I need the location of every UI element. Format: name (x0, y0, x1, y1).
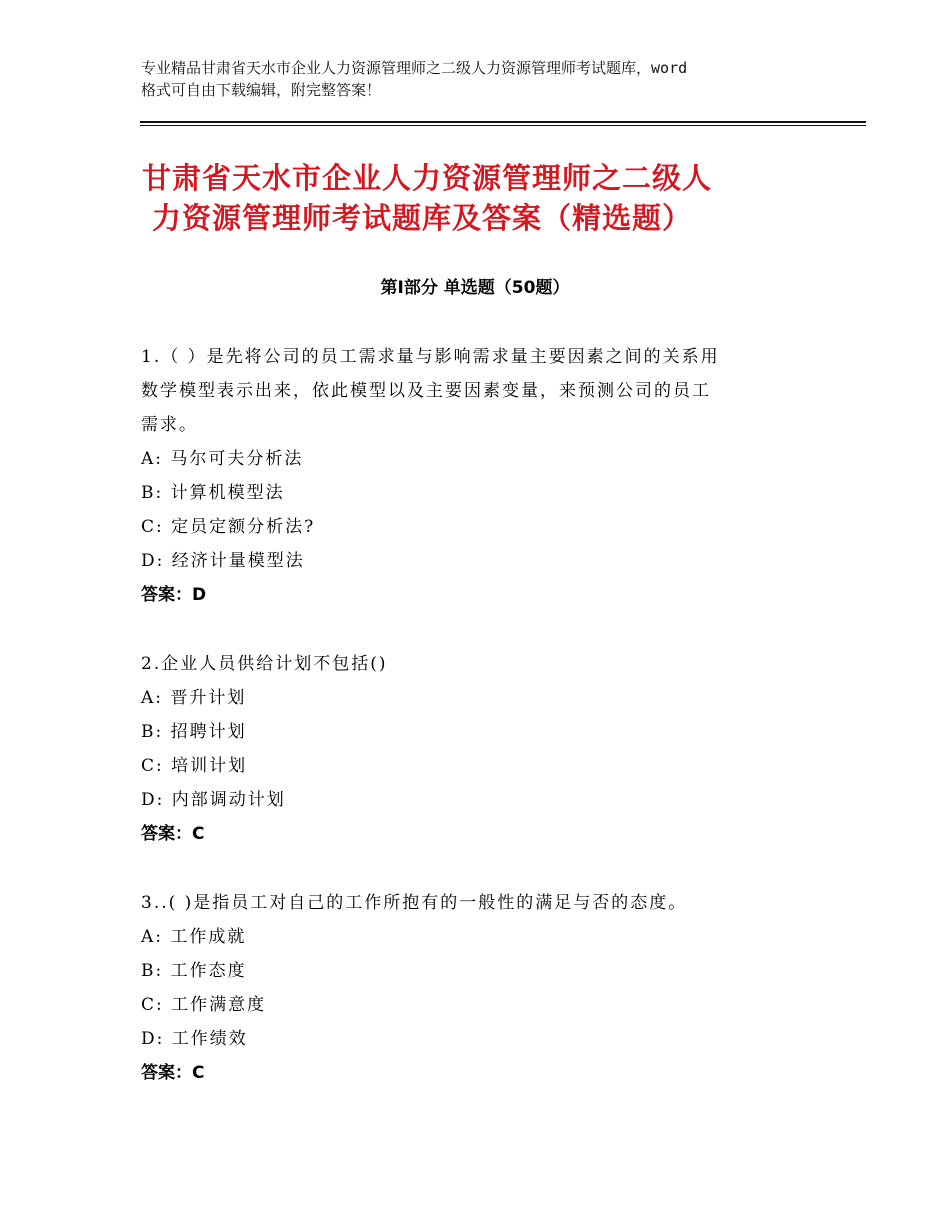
question-stem-line: 2.企业人员供给计划不包括() (141, 654, 388, 674)
question-stem-line: 需求。 (141, 415, 198, 435)
option-b: B: 招聘计划 (141, 722, 247, 742)
option-d: D: 内部调动计划 (141, 790, 286, 810)
question-stem-line: 3..( )是指员工对自己的工作所抱有的一般性的满足与否的态度。 (141, 893, 688, 913)
header-note-line-1: 专业精品甘肃省天水市企业人力资源管理师之二级人力资源管理师考试题库，word (141, 59, 688, 77)
option-c: C: 工作满意度 (141, 995, 267, 1015)
document-title-line-2: 力资源管理师考试题库及答案（精选题） (152, 201, 693, 235)
document-title-line-1: 甘肃省天水市企业人力资源管理师之二级人 (142, 161, 713, 195)
question-3 (141, 886, 821, 1090)
option-a: A: 晋升计划 (141, 688, 247, 708)
question-1 (141, 340, 821, 612)
option-a: A: 工作成就 (141, 927, 247, 947)
header-note-line-2: 格式可自由下载编辑，附完整答案！ (141, 81, 382, 99)
answer-label: 答案：D (141, 585, 207, 605)
document-title (142, 158, 832, 238)
question-stem-line: 1.（ ）是先将公司的员工需求量与影响需求量主要因素之间的关系用 (141, 347, 720, 367)
section-title: 第Ⅰ部分 单选题（50题） (380, 278, 570, 298)
question-2 (141, 647, 821, 851)
option-c: C: 培训计划 (141, 756, 248, 776)
option-d: D: 工作绩效 (141, 1029, 248, 1049)
option-a: A: 马尔可夫分析法 (141, 449, 304, 469)
header-divider-thin (140, 125, 866, 126)
answer-label: 答案：C (141, 824, 205, 844)
option-c: C: 定员定额分析法? (141, 517, 316, 537)
answer-label: 答案：C (141, 1063, 205, 1083)
header-divider-thick (140, 121, 866, 123)
question-stem-line: 数学模型表示出来，依此模型以及主要因素变量，来预测公司的员工 (141, 381, 711, 401)
option-b: B: 计算机模型法 (141, 483, 285, 503)
header-note (141, 57, 831, 101)
option-d: D: 经济计量模型法 (141, 551, 305, 571)
option-b: B: 工作态度 (141, 961, 247, 981)
